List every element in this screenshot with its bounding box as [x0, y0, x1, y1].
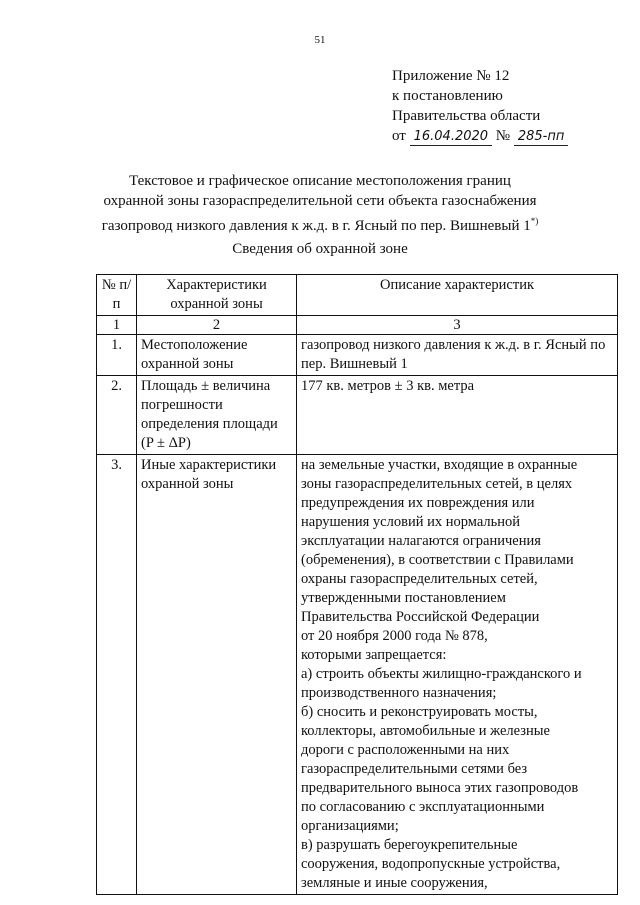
- description-line: производственного назначения;: [301, 685, 497, 701]
- description-line: зоны газораспределительных сетей, в целях: [301, 476, 573, 492]
- row-number: 1.: [97, 335, 137, 376]
- appendix-line-3: Правительства области: [392, 108, 541, 124]
- column-number-row: [97, 316, 618, 335]
- description-line: которыми запрещается:: [301, 647, 447, 663]
- description-line: газораспределительными сетями без: [301, 761, 528, 777]
- description-line: от 20 ноября 2000 года № 878,: [301, 628, 488, 644]
- title-line-3: [0, 211, 640, 236]
- row-number: 2.: [97, 376, 137, 455]
- header-description: Описание характеристик: [297, 275, 618, 316]
- row-description: 177 кв. метров ± 3 кв. метра: [297, 376, 618, 455]
- description-line: в) разрушать берегоукрепительные: [301, 837, 518, 853]
- description-line: сооружения, водопропускные устройства,: [301, 856, 561, 872]
- appendix-date-line: [392, 126, 568, 146]
- date-prefix: от: [392, 128, 406, 144]
- title-line-3-text: газопровод низкого давления к ж.д. в г. Ясный по пер. Вишневый 1: [101, 218, 531, 234]
- document-title: [0, 171, 640, 236]
- handwritten-date: 16.04.2020: [410, 129, 492, 146]
- description-line: охраны газораспределительных сетей,: [301, 571, 538, 587]
- title-line-2: охранной зоны газораспределительной сети объекта газоснабжения: [103, 193, 537, 209]
- table-row: [97, 335, 618, 376]
- handwritten-number: 285-пп: [514, 129, 569, 146]
- description-line: предупреждения их повреждения или: [301, 495, 535, 511]
- appendix-line-1: Приложение № 12: [392, 68, 510, 84]
- description-line: а) строить объекты жилищно-гражданского и: [301, 666, 582, 682]
- description-line: организациями;: [301, 818, 399, 834]
- description-line: б) сносить и реконструировать мосты,: [301, 704, 538, 720]
- row-number: 3.: [97, 455, 137, 895]
- description-line: предварительного выноса этих газопроводов: [301, 780, 579, 796]
- table-header-row: [97, 275, 618, 316]
- description-line: нарушения условий их нормальной: [301, 514, 521, 530]
- row-characteristic: Площадь ± величина погрешности определения площади (P ± ΔP): [137, 376, 297, 455]
- description-line: Правительства Российской Федерации: [301, 609, 540, 625]
- description-line: утвержденными постановлением: [301, 590, 506, 606]
- table-row: [97, 455, 618, 895]
- header-number: № п/п: [97, 275, 137, 316]
- section-subtitle: Сведения об охранной зоне: [232, 241, 408, 257]
- row-characteristic: Иные характеристики охранной зоны: [137, 455, 297, 895]
- appendix-block: [392, 66, 568, 146]
- row-description-list: [297, 455, 618, 895]
- column-number: 1: [97, 316, 137, 335]
- number-prefix: №: [495, 128, 511, 144]
- description-line: коллекторы, автомобильные и железные: [301, 723, 550, 739]
- description-line: по согласованию с эксплуатационными: [301, 799, 545, 815]
- title-line-1: Текстовое и графическое описание местоположения границ: [129, 173, 511, 189]
- column-number: 3: [297, 316, 618, 335]
- description-line: дороги с расположенными на них: [301, 742, 510, 758]
- table-row: [97, 376, 618, 455]
- protection-zone-table: [96, 274, 618, 895]
- description-line: (обременения), в соответствии с Правилами: [301, 552, 574, 568]
- footnote-mark: *): [530, 216, 539, 226]
- description-line: земляные и иные сооружения,: [301, 875, 488, 891]
- description-line: на земельные участки, входящие в охранные: [301, 457, 578, 473]
- row-description: газопровод низкого давления к ж.д. в г. Ясный по пер. Вишневый 1: [297, 335, 618, 376]
- appendix-line-2: к постановлению: [392, 88, 503, 104]
- page-number: 51: [314, 34, 326, 46]
- header-characteristic: Характеристики охранной зоны: [137, 275, 297, 316]
- column-number: 2: [137, 316, 297, 335]
- description-line: эксплуатации налагаются ограничения: [301, 533, 541, 549]
- row-characteristic: Местоположение охранной зоны: [137, 335, 297, 376]
